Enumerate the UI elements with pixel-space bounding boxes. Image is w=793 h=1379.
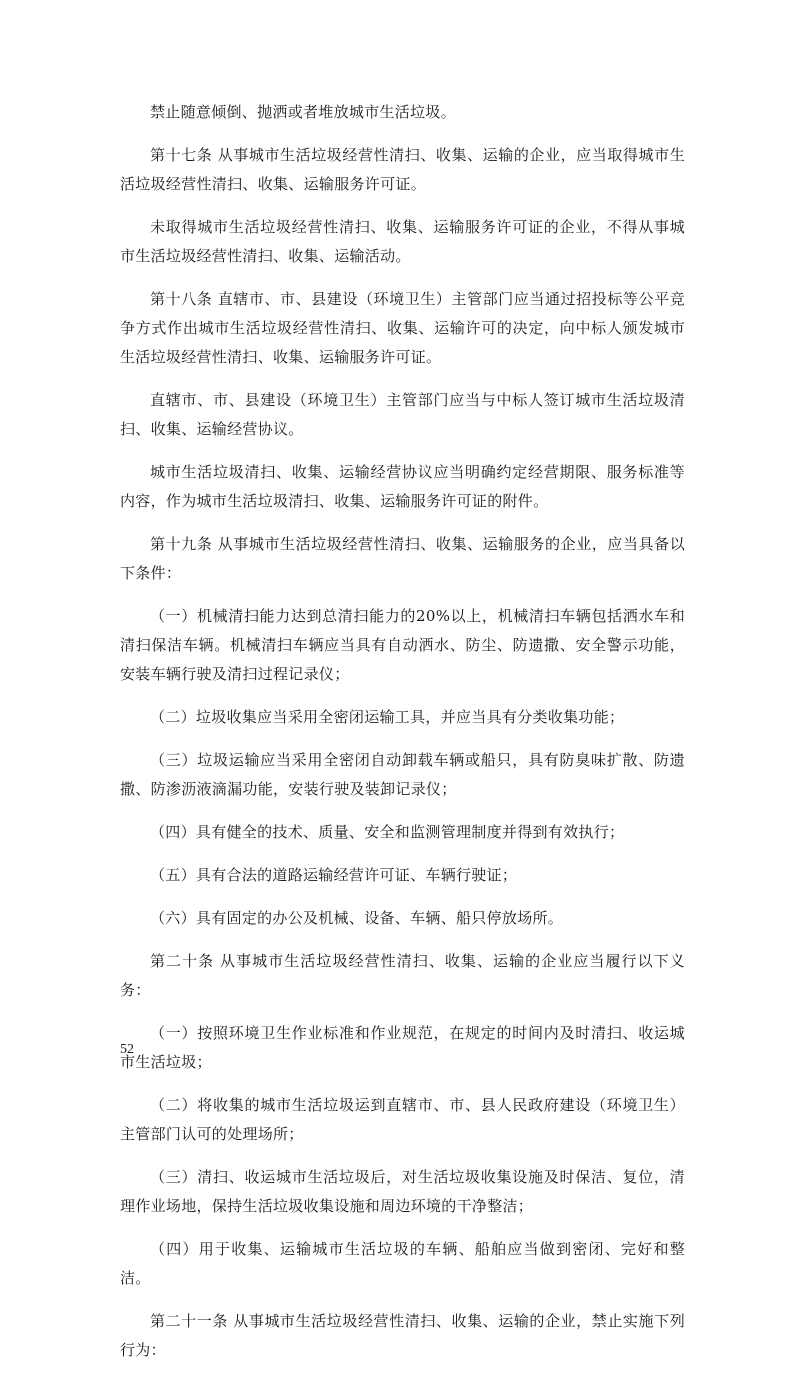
article-19: 第十九条 从事城市生活垃圾经营性清扫、收集、运输服务的企业，应当具备以下条件： (120, 535, 685, 582)
paragraph: 未取得城市生活垃圾经营性清扫、收集、运输服务许可证的企业，不得从事城市生活垃圾经营性清扫、收集、运输活动。 (120, 218, 685, 265)
list-item: （二）垃圾收集应当采用全密闭运输工具，并应当具有分类收集功能； (150, 708, 625, 726)
list-item: （五）具有合法的道路运输经营许可证、车辆行驶证； (150, 866, 518, 884)
list-item: （三）垃圾运输应当采用全密闭自动卸载车辆或船只，具有防臭味扩散、防遗撒、防渗沥液滴漏功能，安装行驶及装卸记录仪； (120, 751, 685, 798)
list-item: （三）清扫、收运城市生活垃圾后，对生活垃圾收集设施及时保洁、复位，清理作业场地，保持生活垃圾收集设施和周边环境的干净整洁； (120, 1168, 685, 1215)
article-17: 第十七条 从事城市生活垃圾经营性清扫、收集、运输的企业，应当取得城市生活垃圾经营性清扫、收集、运输服务许可证。 (120, 146, 685, 193)
document-body (120, 98, 685, 1379)
list-item: （六）具有固定的办公及机械、设备、车辆、船只停放场所。 (150, 909, 564, 927)
article-18: 第十八条 直辖市、市、县建设（环境卫生）主管部门应当通过招投标等公平竞争方式作出城市生活垃圾经营性清扫、收集、运输许可的决定，向中标人颁发城市生活垃圾经营性清扫、收集、运输服务许可证。 (120, 290, 685, 366)
paragraph: 禁止随意倾倒、抛洒或者堆放城市生活垃圾。 (150, 103, 457, 121)
article-21: 第二十一条 从事城市生活垃圾经营性清扫、收集、运输的企业，禁止实施下列行为： (120, 1312, 685, 1359)
article-20: 第二十条 从事城市生活垃圾经营性清扫、收集、运输的企业应当履行以下义务： (120, 952, 685, 999)
page-number: 52 (120, 1042, 134, 1057)
list-item: （一）机械清扫能力达到总清扫能力的20%以上，机械清扫车辆包括洒水车和清扫保洁车辆。机械清扫车辆应当具有自动洒水、防尘、防遗撒、安全警示功能，安装车辆行驶及清扫过程记录仪； (120, 607, 685, 683)
paragraph: 直辖市、市、县建设（环境卫生）主管部门应当与中标人签订城市生活垃圾清扫、收集、运输经营协议。 (120, 391, 685, 438)
list-item: （二）将收集的城市生活垃圾运到直辖市、市、县人民政府建设（环境卫生）主管部门认可的处理场所； (120, 1096, 685, 1143)
paragraph: 城市生活垃圾清扫、收集、运输经营协议应当明确约定经营期限、服务标准等内容，作为城市生活垃圾清扫、收集、运输服务许可证的附件。 (120, 463, 685, 510)
list-item: （一）按照环境卫生作业标准和作业规范，在规定的时间内及时清扫、收运城市生活垃圾； (120, 1024, 685, 1071)
list-item: （四）用于收集、运输城市生活垃圾的车辆、船舶应当做到密闭、完好和整洁。 (120, 1240, 685, 1287)
list-item: （四）具有健全的技术、质量、安全和监测管理制度并得到有效执行； (150, 823, 625, 841)
